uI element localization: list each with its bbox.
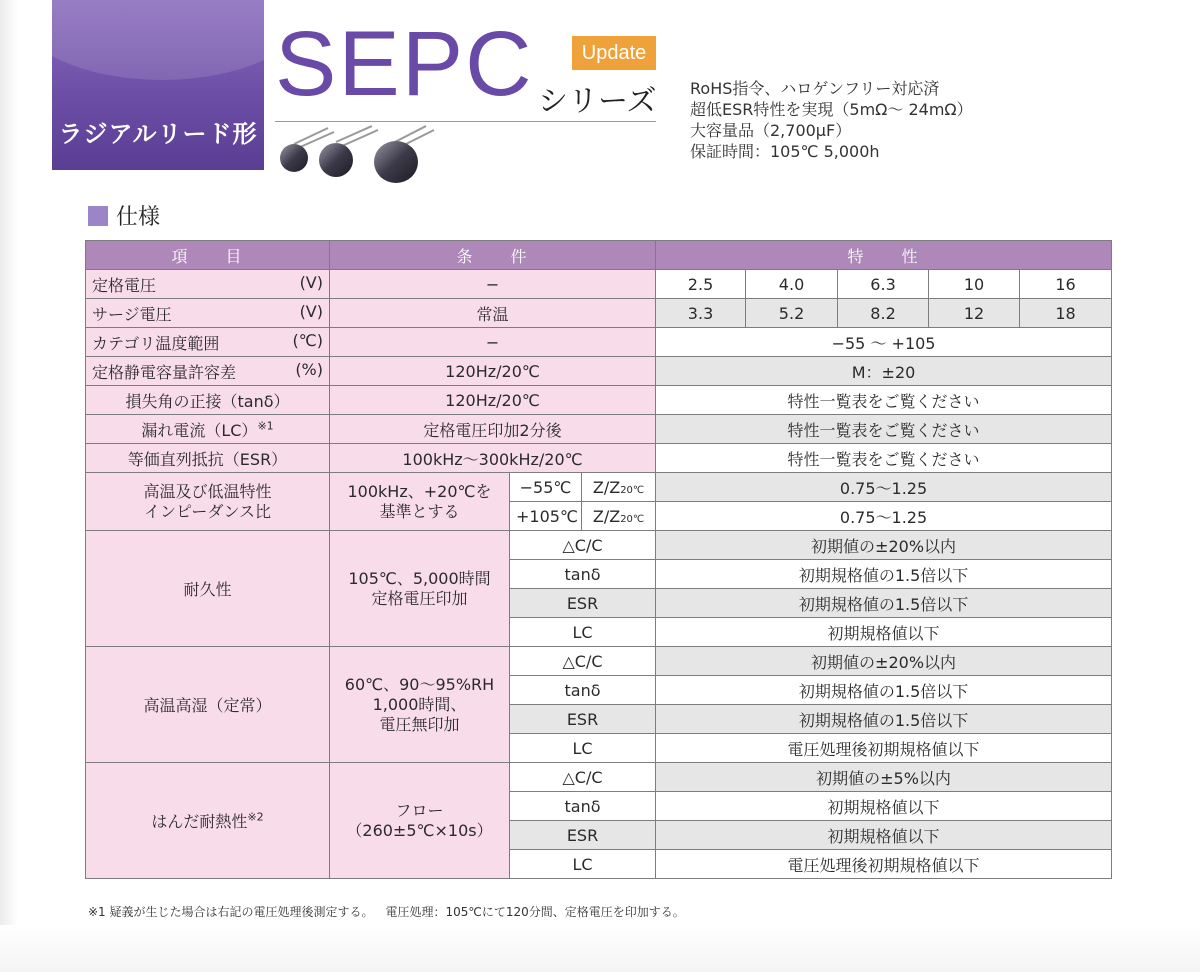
value-cell: 6.3	[838, 270, 929, 299]
section-title	[88, 200, 160, 231]
header-item: 項 目	[86, 241, 330, 270]
section-title-text: 仕様	[116, 205, 161, 230]
value-cell: 特性一覧表をご覧ください	[656, 386, 1112, 415]
value-cell: 特性一覧表をご覧ください	[656, 444, 1112, 473]
value-cell: 初期値の±5%以内	[656, 763, 1112, 792]
table-row	[86, 444, 1112, 473]
row-label: サージ電圧 (V)	[86, 299, 330, 328]
table-row	[86, 357, 1112, 386]
param-cell: LC	[510, 618, 656, 647]
table-row	[86, 328, 1112, 357]
row-label: 損失角の正接（tanδ）	[86, 386, 330, 415]
value-cell: 16	[1020, 270, 1112, 299]
feature-item: RoHS指令、ハロゲンフリー対応済	[690, 79, 940, 98]
param-cell: tanδ	[510, 792, 656, 821]
value-cell: M：±20	[656, 357, 1112, 386]
value-cell: 5.2	[746, 299, 838, 328]
row-condition: 100kHz、+20℃を 基準とする	[330, 473, 510, 531]
value-cell: 8.2	[838, 299, 929, 328]
param-cell: △C/C	[510, 647, 656, 676]
footnote-mark: ※1	[257, 419, 274, 433]
header-condition: 条 件	[330, 241, 656, 270]
header-gloss	[52, 0, 264, 80]
value-cell: 18	[1020, 299, 1112, 328]
row-condition: 常温	[330, 299, 656, 328]
row-label: 高温高湿（定常）	[86, 647, 330, 763]
table-header-row	[86, 241, 1112, 270]
row-label: 漏れ電流（LC）$^{※1}$	[86, 415, 330, 444]
row-condition: 120Hz/20℃	[330, 386, 656, 415]
value-cell: 3.3	[656, 299, 746, 328]
param-cell: △C/C	[510, 763, 656, 792]
value-cell: 特性一覧表をご覧ください	[656, 415, 1112, 444]
series-name: SEPC	[275, 13, 534, 115]
value-cell: 2.5	[656, 270, 746, 299]
param-cell: LC	[510, 850, 656, 879]
update-badge: Update	[572, 36, 656, 70]
value-cell: 初期規格値の1.5倍以下	[656, 589, 1112, 618]
footnote-part: ※1 疑義が生じた場合は右記の電圧処理後測定する。	[88, 905, 374, 919]
row-condition: 100kHz～300kHz/20℃	[330, 444, 656, 473]
value-cell: 初期規格値以下	[656, 821, 1112, 850]
param-cell: ESR	[510, 589, 656, 618]
temp-cell: −55℃	[510, 473, 582, 502]
left-decorative-strip	[0, 0, 18, 972]
row-condition: 60℃、90～95%RH 1,000時間、 電圧無印加	[330, 647, 510, 763]
product-type-label: ラジアルリード形	[58, 120, 258, 148]
value-cell: 初期規格値以下	[656, 618, 1112, 647]
param-cell: ESR	[510, 705, 656, 734]
param-cell: tanδ	[510, 560, 656, 589]
table-row	[86, 299, 1112, 328]
value-cell: 0.75～1.25	[656, 502, 1112, 531]
table-row	[86, 270, 1112, 299]
footnote	[88, 903, 697, 920]
row-condition: −	[330, 270, 656, 299]
value-cell: 初期値の±20%以内	[656, 647, 1112, 676]
value-cell: 12	[929, 299, 1020, 328]
param-cell: ESR	[510, 821, 656, 850]
value-cell: 電圧処理後初期規格値以下	[656, 850, 1112, 879]
table-row	[86, 531, 1112, 560]
value-cell: 初期規格値以下	[656, 792, 1112, 821]
row-condition: 105℃、5,000時間 定格電圧印加	[330, 531, 510, 647]
row-label: カテゴリ温度範囲 (℃)	[86, 328, 330, 357]
table-row	[86, 763, 1112, 792]
header-characteristic: 特 性	[656, 241, 1112, 270]
series-suffix: シリーズ	[538, 84, 657, 119]
value-cell: 0.75～1.25	[656, 473, 1112, 502]
value-cell: 初期規格値の1.5倍以下	[656, 560, 1112, 589]
row-label: 定格静電容量許容差 (%)	[86, 357, 330, 386]
capacitor-image	[276, 122, 446, 184]
value-cell: 4.0	[746, 270, 838, 299]
table-row	[86, 386, 1112, 415]
param-cell: △C/C	[510, 531, 656, 560]
row-condition: 120Hz/20℃	[330, 357, 656, 386]
bottom-decoration	[0, 925, 1200, 972]
z-cell: Z/Z20℃	[582, 473, 656, 502]
table-row	[86, 415, 1112, 444]
value-cell: 初期値の±20%以内	[656, 531, 1112, 560]
value-cell: 10	[929, 270, 1020, 299]
value-cell: 電圧処理後初期規格値以下	[656, 734, 1112, 763]
row-condition: フロー （260±5℃×10s）	[330, 763, 510, 879]
feature-item: 保証時間：105℃ 5,000h	[690, 142, 880, 161]
footnote-mark: ※2	[247, 810, 264, 824]
param-cell: LC	[510, 734, 656, 763]
value-cell: −55 ～ +105	[656, 328, 1112, 357]
footnote-part: 電圧処理：105℃にて120分間、定格電圧を印加する。	[385, 905, 685, 919]
param-cell: tanδ	[510, 676, 656, 705]
value-cell: 初期規格値の1.5倍以下	[656, 705, 1112, 734]
table-row	[86, 647, 1112, 676]
value-cell: 初期規格値の1.5倍以下	[656, 676, 1112, 705]
header-band	[52, 0, 264, 170]
feature-item: 大容量品（2,700μF）	[690, 121, 852, 140]
row-label: 高温及び低温特性 インピーダンス比	[86, 473, 330, 531]
row-label: 定格電圧 (V)	[86, 270, 330, 299]
row-label: 等価直列抵抗（ESR）	[86, 444, 330, 473]
z-cell: Z/Z20℃	[582, 502, 656, 531]
row-label: はんだ耐熱性$^{※2}$	[86, 763, 330, 879]
row-condition: −	[330, 328, 656, 357]
feature-item: 超低ESR特性を実現（5mΩ～ 24mΩ）	[690, 100, 973, 119]
temp-cell: +105℃	[510, 502, 582, 531]
row-condition: 定格電圧印加2分後	[330, 415, 656, 444]
table-row	[86, 473, 1112, 502]
spec-table	[85, 240, 1112, 879]
row-label: 耐久性	[86, 531, 330, 647]
section-square-icon	[88, 206, 108, 226]
feature-list	[690, 78, 973, 162]
